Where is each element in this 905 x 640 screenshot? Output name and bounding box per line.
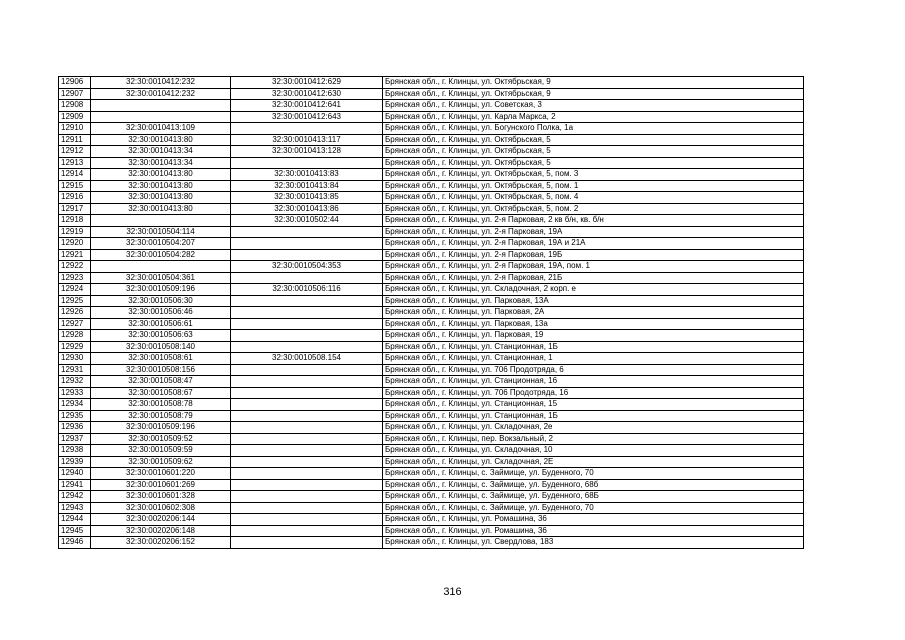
parcel-cadastral-number-cell: 32:30:0020206:144 [91, 514, 231, 526]
table-row [59, 111, 804, 123]
address-cell: Брянская обл., г. Клинцы, ул. Октябрьская, 5, пом. 1 [383, 180, 804, 192]
address-cell: Брянская обл., г. Клинцы, ул. Октябрьская, 5, пом. 2 [383, 203, 804, 215]
address-cell: Брянская обл., г. Клинцы, с. Займище, ул. Буденного, 68Б [383, 491, 804, 503]
row-number-cell: 12940 [59, 468, 91, 480]
object-cadastral-number-cell: 32:30:0010413:83 [231, 169, 383, 181]
parcel-cadastral-number-cell: 32:30:0010508:47 [91, 376, 231, 388]
row-number-cell: 12911 [59, 134, 91, 146]
row-number-cell: 12925 [59, 295, 91, 307]
row-number-cell: 12932 [59, 376, 91, 388]
object-cadastral-number-cell: 32:30:0010413:86 [231, 203, 383, 215]
table-row [59, 537, 804, 549]
address-cell: Брянская обл., г. Клинцы, ул. 706 Продотряда, 6 [383, 364, 804, 376]
object-cadastral-number-cell [231, 479, 383, 491]
object-cadastral-number-cell [231, 226, 383, 238]
row-number-cell: 12941 [59, 479, 91, 491]
object-cadastral-number-cell [231, 456, 383, 468]
address-cell: Брянская обл., г. Клинцы, ул. Октябрьская, 5, пом. 3 [383, 169, 804, 181]
row-number-cell: 12930 [59, 353, 91, 365]
object-cadastral-number-cell: 32:30:0010412:643 [231, 111, 383, 123]
object-cadastral-number-cell: 32:30:0010412:629 [231, 77, 383, 89]
object-cadastral-number-cell [231, 387, 383, 399]
parcel-cadastral-number-cell: 32:30:0010506:30 [91, 295, 231, 307]
table-row [59, 341, 804, 353]
row-number-cell: 12929 [59, 341, 91, 353]
address-cell: Брянская обл., г. Клинцы, ул. 2-я Парковая, 19А и 21А [383, 238, 804, 250]
object-cadastral-number-cell: 32:30:0010413:85 [231, 192, 383, 204]
object-cadastral-number-cell [231, 249, 383, 261]
parcel-cadastral-number-cell: 32:30:0010504:114 [91, 226, 231, 238]
row-number-cell: 12913 [59, 157, 91, 169]
table-row [59, 456, 804, 468]
parcel-cadastral-number-cell: 32:30:0020206:152 [91, 537, 231, 549]
row-number-cell: 12914 [59, 169, 91, 181]
address-cell: Брянская обл., г. Клинцы, ул. Складочная, 10 [383, 445, 804, 457]
parcel-cadastral-number-cell: 32:30:0010504:282 [91, 249, 231, 261]
table-row [59, 525, 804, 537]
table-row [59, 123, 804, 135]
parcel-cadastral-number-cell: 32:30:0010508:78 [91, 399, 231, 411]
address-cell: Брянская обл., г. Клинцы, пер. Вокзальный, 2 [383, 433, 804, 445]
object-cadastral-number-cell: 32:30:0010412:641 [231, 100, 383, 112]
object-cadastral-number-cell [231, 422, 383, 434]
parcel-cadastral-number-cell [91, 111, 231, 123]
object-cadastral-number-cell [231, 307, 383, 319]
table-row [59, 203, 804, 215]
row-number-cell: 12922 [59, 261, 91, 273]
parcel-cadastral-number-cell: 32:30:0010509:62 [91, 456, 231, 468]
object-cadastral-number-cell [231, 445, 383, 457]
table-row [59, 468, 804, 480]
table-row [59, 502, 804, 514]
object-cadastral-number-cell [231, 295, 383, 307]
row-number-cell: 12945 [59, 525, 91, 537]
parcel-cadastral-number-cell: 32:30:0010412:232 [91, 77, 231, 89]
table-row [59, 376, 804, 388]
object-cadastral-number-cell: 32:30:0010502:44 [231, 215, 383, 227]
parcel-cadastral-number-cell: 32:30:0010413:80 [91, 192, 231, 204]
table-row [59, 272, 804, 284]
row-number-cell: 12916 [59, 192, 91, 204]
table-row [59, 479, 804, 491]
object-cadastral-number-cell: 32:30:0010508.154 [231, 353, 383, 365]
table-row [59, 284, 804, 296]
parcel-cadastral-number-cell: 32:30:0010509:196 [91, 284, 231, 296]
row-number-cell: 12944 [59, 514, 91, 526]
parcel-cadastral-number-cell [91, 215, 231, 227]
object-cadastral-number-cell: 32:30:0010412:630 [231, 88, 383, 100]
row-number-cell: 12924 [59, 284, 91, 296]
parcel-cadastral-number-cell: 32:30:0010509:59 [91, 445, 231, 457]
table-row [59, 146, 804, 158]
cadastral-registry-table [58, 76, 804, 549]
row-number-cell: 12912 [59, 146, 91, 158]
address-cell: Брянская обл., г. Клинцы, ул. Станционная, 1Б [383, 410, 804, 422]
address-cell: Брянская обл., г. Клинцы, ул. Октябрьская, 5 [383, 157, 804, 169]
parcel-cadastral-number-cell: 32:30:0010601:328 [91, 491, 231, 503]
row-number-cell: 12921 [59, 249, 91, 261]
address-cell: Брянская обл., г. Клинцы, ул. Станционная, 15 [383, 399, 804, 411]
address-cell: Брянская обл., г. Клинцы, ул. Парковая, 2А [383, 307, 804, 319]
address-cell: Брянская обл., г. Клинцы, с. Займище, ул. Буденного, 68б [383, 479, 804, 491]
parcel-cadastral-number-cell: 32:30:0010509:52 [91, 433, 231, 445]
table-row [59, 410, 804, 422]
parcel-cadastral-number-cell: 32:30:0010413:34 [91, 157, 231, 169]
row-number-cell: 12926 [59, 307, 91, 319]
row-number-cell: 12907 [59, 88, 91, 100]
row-number-cell: 12933 [59, 387, 91, 399]
object-cadastral-number-cell [231, 502, 383, 514]
object-cadastral-number-cell [231, 491, 383, 503]
row-number-cell: 12918 [59, 215, 91, 227]
table-row [59, 261, 804, 273]
row-number-cell: 12931 [59, 364, 91, 376]
table-row [59, 238, 804, 250]
row-number-cell: 12938 [59, 445, 91, 457]
table-row [59, 100, 804, 112]
parcel-cadastral-number-cell: 32:30:0010506:61 [91, 318, 231, 330]
address-cell: Брянская обл., г. Клинцы, ул. Октябрьская, 5 [383, 146, 804, 158]
table-row [59, 249, 804, 261]
table-row [59, 514, 804, 526]
table-row [59, 180, 804, 192]
table-row [59, 295, 804, 307]
parcel-cadastral-number-cell: 32:30:0010508:156 [91, 364, 231, 376]
row-number-cell: 12927 [59, 318, 91, 330]
row-number-cell: 12935 [59, 410, 91, 422]
object-cadastral-number-cell: 32:30:0010413:84 [231, 180, 383, 192]
table-row [59, 134, 804, 146]
table-row [59, 445, 804, 457]
parcel-cadastral-number-cell: 32:30:0010504:207 [91, 238, 231, 250]
table-row [59, 192, 804, 204]
table-row [59, 433, 804, 445]
address-cell: Брянская обл., г. Клинцы, ул. Складочная, 2е [383, 422, 804, 434]
row-number-cell: 12919 [59, 226, 91, 238]
address-cell: Брянская обл., г. Клинцы, ул. 2-я Парковая, 19А [383, 226, 804, 238]
page-number: 316 [443, 586, 462, 598]
address-cell: Брянская обл., г. Клинцы, ул. Станционная, 16 [383, 376, 804, 388]
table-row [59, 330, 804, 342]
object-cadastral-number-cell [231, 537, 383, 549]
address-cell: Брянская обл., г. Клинцы, ул. Карла Маркса, 2 [383, 111, 804, 123]
parcel-cadastral-number-cell: 32:30:0010413:34 [91, 146, 231, 158]
table-row [59, 318, 804, 330]
address-cell: Брянская обл., г. Клинцы, ул. Советская, 3 [383, 100, 804, 112]
table-row [59, 215, 804, 227]
row-number-cell: 12939 [59, 456, 91, 468]
parcel-cadastral-number-cell: 32:30:0010412:232 [91, 88, 231, 100]
row-number-cell: 12937 [59, 433, 91, 445]
address-cell: Брянская обл., г. Клинцы, ул. Парковая, 13а [383, 318, 804, 330]
address-cell: Брянская обл., г. Клинцы, ул. Станционная, 1 [383, 353, 804, 365]
object-cadastral-number-cell: 32:30:0010413:128 [231, 146, 383, 158]
address-cell: Брянская обл., г. Клинцы, ул. 706 Продотряда, 16 [383, 387, 804, 399]
table-row [59, 364, 804, 376]
parcel-cadastral-number-cell: 32:30:0010504:361 [91, 272, 231, 284]
address-cell: Брянская обл., г. Клинцы, с. Займище, ул. Буденного, 70 [383, 468, 804, 480]
table-row [59, 307, 804, 319]
row-number-cell: 12910 [59, 123, 91, 135]
object-cadastral-number-cell [231, 468, 383, 480]
row-number-cell: 12908 [59, 100, 91, 112]
address-cell: Брянская обл., г. Клинцы, ул. 2-я Парковая, 19А, пом. 1 [383, 261, 804, 273]
address-cell: Брянская обл., г. Клинцы, ул. Парковая, 19 [383, 330, 804, 342]
parcel-cadastral-number-cell: 32:30:0010508:61 [91, 353, 231, 365]
address-cell: Брянская обл., г. Клинцы, ул. Октябрьская, 5, пом. 4 [383, 192, 804, 204]
object-cadastral-number-cell [231, 318, 383, 330]
row-number-cell: 12936 [59, 422, 91, 434]
parcel-cadastral-number-cell: 32:30:0010413:109 [91, 123, 231, 135]
address-cell: Брянская обл., г. Клинцы, ул. Складочная, 2Е [383, 456, 804, 468]
table-row [59, 399, 804, 411]
table-row [59, 157, 804, 169]
object-cadastral-number-cell [231, 525, 383, 537]
parcel-cadastral-number-cell [91, 261, 231, 273]
object-cadastral-number-cell [231, 157, 383, 169]
address-cell: Брянская обл., г. Клинцы, с. Займище, ул. Буденного, 70 [383, 502, 804, 514]
address-cell: Брянская обл., г. Клинцы, ул. 2-я Парковая, 21Б [383, 272, 804, 284]
parcel-cadastral-number-cell: 32:30:0010413:80 [91, 203, 231, 215]
table-row [59, 422, 804, 434]
object-cadastral-number-cell [231, 376, 383, 388]
address-cell: Брянская обл., г. Клинцы, ул. Складочная, 2 корп. е [383, 284, 804, 296]
object-cadastral-number-cell: 32:30:0010506:116 [231, 284, 383, 296]
object-cadastral-number-cell: 32:30:0010413:117 [231, 134, 383, 146]
row-number-cell: 12934 [59, 399, 91, 411]
object-cadastral-number-cell [231, 410, 383, 422]
table-body [59, 77, 804, 549]
row-number-cell: 12920 [59, 238, 91, 250]
table-row [59, 491, 804, 503]
address-cell: Брянская обл., г. Клинцы, ул. 2-я Парковая, 2 кв б/н, кв. б/н [383, 215, 804, 227]
object-cadastral-number-cell: 32:30:0010504:353 [231, 261, 383, 273]
object-cadastral-number-cell [231, 399, 383, 411]
row-number-cell: 12906 [59, 77, 91, 89]
parcel-cadastral-number-cell: 32:30:0010508:140 [91, 341, 231, 353]
parcel-cadastral-number-cell: 32:30:0010601:269 [91, 479, 231, 491]
table-row [59, 353, 804, 365]
parcel-cadastral-number-cell: 32:30:0010602:308 [91, 502, 231, 514]
row-number-cell: 12943 [59, 502, 91, 514]
table-row [59, 77, 804, 89]
parcel-cadastral-number-cell: 32:30:0020206:148 [91, 525, 231, 537]
parcel-cadastral-number-cell: 32:30:0010601:220 [91, 468, 231, 480]
address-cell: Брянская обл., г. Клинцы, ул. Октябрьская, 5 [383, 134, 804, 146]
object-cadastral-number-cell [231, 238, 383, 250]
parcel-cadastral-number-cell: 32:30:0010413:80 [91, 180, 231, 192]
address-cell: Брянская обл., г. Клинцы, ул. Станционная, 1Б [383, 341, 804, 353]
parcel-cadastral-number-cell: 32:30:0010508:67 [91, 387, 231, 399]
object-cadastral-number-cell [231, 272, 383, 284]
parcel-cadastral-number-cell: 32:30:0010413:80 [91, 169, 231, 181]
address-cell: Брянская обл., г. Клинцы, ул. Октябрьская, 9 [383, 88, 804, 100]
row-number-cell: 12923 [59, 272, 91, 284]
address-cell: Брянская обл., г. Клинцы, ул. Октябрьская, 9 [383, 77, 804, 89]
parcel-cadastral-number-cell: 32:30:0010509:196 [91, 422, 231, 434]
address-cell: Брянская обл., г. Клинцы, ул. Ромашина, 36 [383, 525, 804, 537]
row-number-cell: 12942 [59, 491, 91, 503]
address-cell: Брянская обл., г. Клинцы, ул. 2-я Парковая, 19Б [383, 249, 804, 261]
table-row [59, 169, 804, 181]
address-cell: Брянская обл., г. Клинцы, ул. Ромашина, 36 [383, 514, 804, 526]
object-cadastral-number-cell [231, 514, 383, 526]
row-number-cell: 12917 [59, 203, 91, 215]
row-number-cell: 12946 [59, 537, 91, 549]
parcel-cadastral-number-cell: 32:30:0010506:46 [91, 307, 231, 319]
object-cadastral-number-cell [231, 330, 383, 342]
address-cell: Брянская обл., г. Клинцы, ул. Парковая, 13А [383, 295, 804, 307]
object-cadastral-number-cell [231, 433, 383, 445]
parcel-cadastral-number-cell [91, 100, 231, 112]
parcel-cadastral-number-cell: 32:30:0010506:63 [91, 330, 231, 342]
parcel-cadastral-number-cell: 32:30:0010508:79 [91, 410, 231, 422]
address-cell: Брянская обл., г. Клинцы, ул. Богунского Полка, 1а [383, 123, 804, 135]
row-number-cell: 12928 [59, 330, 91, 342]
parcel-cadastral-number-cell: 32:30:0010413:80 [91, 134, 231, 146]
row-number-cell: 12909 [59, 111, 91, 123]
table-row [59, 387, 804, 399]
address-cell: Брянская обл., г. Клинцы, ул. Свердлова, 183 [383, 537, 804, 549]
row-number-cell: 12915 [59, 180, 91, 192]
table-row [59, 226, 804, 238]
table-row [59, 88, 804, 100]
object-cadastral-number-cell [231, 364, 383, 376]
object-cadastral-number-cell [231, 341, 383, 353]
object-cadastral-number-cell [231, 123, 383, 135]
